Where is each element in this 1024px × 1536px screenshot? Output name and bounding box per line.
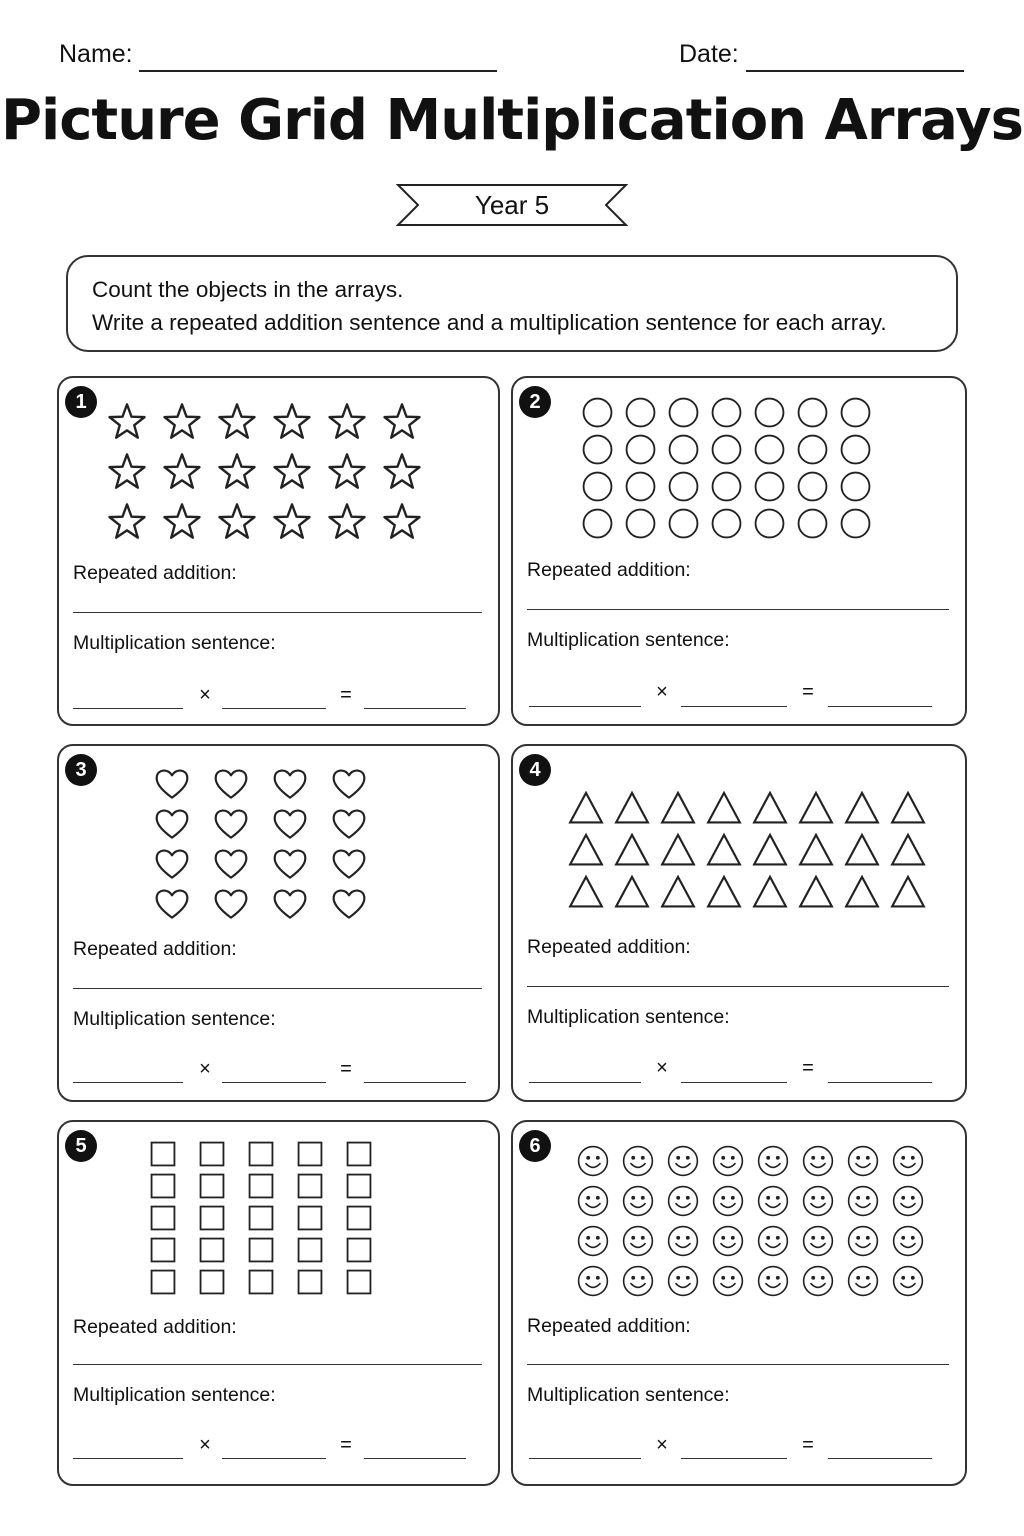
instruction-line-1: Count the objects in the arrays. (92, 277, 404, 302)
product-blank[interactable] (364, 1082, 466, 1083)
smiley-icon (847, 1145, 879, 1182)
circle-icon (711, 397, 742, 433)
triangle-icon (614, 832, 650, 873)
circle-icon (711, 508, 742, 544)
factor-1-blank[interactable] (73, 1082, 183, 1083)
star-icon (272, 452, 312, 497)
smiley-icon (577, 1225, 609, 1262)
star-icon (272, 402, 312, 447)
smiley-icon (712, 1225, 744, 1262)
star-icon (272, 502, 312, 547)
repeated-addition-answer-line[interactable] (527, 609, 949, 610)
smiley-icon (712, 1145, 744, 1182)
factor-2-blank[interactable] (222, 708, 326, 709)
problem-number-badge: 3 (65, 754, 97, 786)
star-icon (217, 402, 257, 447)
square-icon (297, 1173, 323, 1204)
times-sign: × (656, 1434, 668, 1456)
circle-icon (582, 434, 613, 470)
times-sign: × (199, 684, 211, 706)
equals-sign: = (802, 1057, 814, 1079)
heart-icon (154, 806, 190, 847)
square-icon (248, 1173, 274, 1204)
smiley-icon (802, 1185, 834, 1222)
heart-icon (213, 886, 249, 927)
problem-number-badge: 2 (519, 386, 551, 418)
triangle-icon (568, 790, 604, 831)
problem-number-badge: 6 (519, 1130, 551, 1162)
square-icon (199, 1141, 225, 1172)
problem-card-1 (57, 376, 500, 726)
heart-icon (213, 846, 249, 887)
factor-1-blank[interactable] (73, 1458, 183, 1459)
page-title: Picture Grid Multiplication Arrays (0, 88, 1023, 153)
square-icon (297, 1141, 323, 1172)
factor-1-blank[interactable] (529, 706, 641, 707)
smiley-icon (847, 1225, 879, 1262)
star-icon (327, 452, 367, 497)
star-icon (327, 502, 367, 547)
circle-icon (582, 471, 613, 507)
factor-1-blank[interactable] (529, 1082, 641, 1083)
multiplication-sentence-label: Multiplication sentence: (527, 1006, 730, 1028)
smiley-icon (757, 1145, 789, 1182)
circle-icon (625, 471, 656, 507)
triangle-icon (890, 832, 926, 873)
star-icon (162, 452, 202, 497)
multiplication-sentence-label: Multiplication sentence: (73, 1008, 276, 1030)
product-blank[interactable] (828, 706, 932, 707)
smiley-icon (757, 1225, 789, 1262)
problem-card-6 (511, 1120, 967, 1486)
smiley-icon (847, 1185, 879, 1222)
times-sign: × (199, 1058, 211, 1080)
repeated-addition-label: Repeated addition: (73, 1316, 237, 1338)
smiley-icon (892, 1185, 924, 1222)
triangle-icon (752, 874, 788, 915)
smiley-icon (757, 1265, 789, 1302)
square-icon (199, 1269, 225, 1300)
star-icon (162, 502, 202, 547)
triangle-icon (660, 790, 696, 831)
smiley-icon (667, 1225, 699, 1262)
circle-icon (840, 508, 871, 544)
smiley-icon (577, 1265, 609, 1302)
factor-1-blank[interactable] (73, 708, 183, 709)
square-icon (150, 1269, 176, 1300)
square-icon (346, 1205, 372, 1236)
square-icon (199, 1237, 225, 1268)
star-icon (107, 502, 147, 547)
triangle-icon (568, 874, 604, 915)
problem-number-badge: 5 (65, 1130, 97, 1162)
date-blank[interactable] (746, 70, 964, 72)
square-icon (150, 1141, 176, 1172)
star-icon (107, 452, 147, 497)
factor-1-blank[interactable] (529, 1458, 641, 1459)
instruction-line-2: Write a repeated addition sentence and a multiplication sentence for each array. (92, 310, 887, 335)
name-blank[interactable] (139, 70, 497, 72)
circle-icon (840, 434, 871, 470)
repeated-addition-answer-line[interactable] (527, 986, 949, 987)
triangle-icon (614, 874, 650, 915)
smiley-icon (622, 1185, 654, 1222)
circle-icon (840, 397, 871, 433)
star-icon (327, 402, 367, 447)
smiley-icon (802, 1225, 834, 1262)
multiplication-sentence-label: Multiplication sentence: (73, 632, 276, 654)
smiley-icon (622, 1225, 654, 1262)
repeated-addition-answer-line[interactable] (527, 1364, 949, 1365)
triangle-icon (706, 832, 742, 873)
triangle-icon (890, 790, 926, 831)
times-sign: × (199, 1434, 211, 1456)
equals-sign: = (340, 684, 352, 706)
triangle-icon (844, 790, 880, 831)
name-label: Name: (59, 40, 133, 68)
square-icon (297, 1269, 323, 1300)
smiley-icon (622, 1265, 654, 1302)
star-icon (217, 502, 257, 547)
problem-card-5 (57, 1120, 500, 1486)
square-icon (150, 1237, 176, 1268)
square-icon (150, 1173, 176, 1204)
star-icon (382, 502, 422, 547)
triangle-icon (798, 790, 834, 831)
circle-icon (625, 397, 656, 433)
smiley-icon (847, 1265, 879, 1302)
square-icon (150, 1205, 176, 1236)
circle-icon (754, 397, 785, 433)
grade-ribbon (396, 183, 628, 227)
circle-icon (668, 397, 699, 433)
smiley-icon (892, 1145, 924, 1182)
square-icon (346, 1173, 372, 1204)
star-icon (382, 452, 422, 497)
multiplication-sentence-label: Multiplication sentence: (527, 629, 730, 651)
multiplication-sentence-label: Multiplication sentence: (73, 1384, 276, 1406)
heart-icon (272, 806, 308, 847)
square-icon (248, 1237, 274, 1268)
product-blank[interactable] (828, 1082, 932, 1083)
problem-number-badge: 4 (519, 754, 551, 786)
circle-icon (625, 434, 656, 470)
square-icon (248, 1269, 274, 1300)
factor-2-blank[interactable] (681, 1458, 787, 1459)
heart-icon (272, 846, 308, 887)
triangle-icon (568, 832, 604, 873)
circle-icon (754, 508, 785, 544)
repeated-addition-answer-line[interactable] (73, 988, 482, 989)
square-icon (297, 1237, 323, 1268)
circle-icon (668, 508, 699, 544)
square-icon (248, 1205, 274, 1236)
square-icon (199, 1173, 225, 1204)
square-icon (248, 1141, 274, 1172)
grade-label: Year 5 (474, 190, 550, 220)
square-icon (346, 1237, 372, 1268)
heart-icon (213, 806, 249, 847)
smiley-icon (712, 1185, 744, 1222)
equals-sign: = (340, 1058, 352, 1080)
heart-icon (213, 766, 249, 807)
equals-sign: = (802, 1434, 814, 1456)
heart-icon (331, 766, 367, 807)
circle-icon (711, 471, 742, 507)
triangle-icon (752, 832, 788, 873)
product-blank[interactable] (364, 1458, 466, 1459)
circle-icon (668, 471, 699, 507)
triangle-icon (844, 832, 880, 873)
smiley-icon (667, 1145, 699, 1182)
factor-2-blank[interactable] (222, 1458, 326, 1459)
star-icon (107, 402, 147, 447)
star-icon (217, 452, 257, 497)
problem-card-2 (511, 376, 967, 726)
times-sign: × (656, 681, 668, 703)
heart-icon (154, 886, 190, 927)
factor-2-blank[interactable] (681, 1082, 787, 1083)
smiley-icon (757, 1185, 789, 1222)
triangle-icon (614, 790, 650, 831)
heart-icon (272, 766, 308, 807)
repeated-addition-answer-line[interactable] (73, 1364, 482, 1365)
circle-icon (625, 508, 656, 544)
smiley-icon (622, 1145, 654, 1182)
triangle-icon (798, 874, 834, 915)
equals-sign: = (802, 681, 814, 703)
repeated-addition-answer-line[interactable] (73, 612, 482, 613)
repeated-addition-label: Repeated addition: (73, 938, 237, 960)
multiplication-sentence-label: Multiplication sentence: (527, 1384, 730, 1406)
heart-icon (331, 846, 367, 887)
star-icon (382, 402, 422, 447)
problem-card-3 (57, 744, 500, 1102)
problem-number-badge: 1 (65, 386, 97, 418)
problem-card-4 (511, 744, 967, 1102)
triangle-icon (752, 790, 788, 831)
factor-2-blank[interactable] (222, 1082, 326, 1083)
circle-icon (582, 397, 613, 433)
smiley-icon (577, 1185, 609, 1222)
heart-icon (331, 806, 367, 847)
smiley-icon (802, 1145, 834, 1182)
repeated-addition-label: Repeated addition: (527, 936, 691, 958)
triangle-icon (798, 832, 834, 873)
triangle-icon (660, 832, 696, 873)
circle-icon (754, 471, 785, 507)
triangle-icon (844, 874, 880, 915)
triangle-icon (660, 874, 696, 915)
times-sign: × (656, 1057, 668, 1079)
repeated-addition-label: Repeated addition: (527, 1315, 691, 1337)
smiley-icon (892, 1265, 924, 1302)
circle-icon (797, 434, 828, 470)
circle-icon (754, 434, 785, 470)
heart-icon (154, 766, 190, 807)
square-icon (199, 1205, 225, 1236)
circle-icon (797, 397, 828, 433)
square-icon (346, 1269, 372, 1300)
circle-icon (711, 434, 742, 470)
heart-icon (154, 846, 190, 887)
triangle-icon (706, 790, 742, 831)
factor-2-blank[interactable] (681, 706, 787, 707)
repeated-addition-label: Repeated addition: (527, 559, 691, 581)
square-icon (297, 1205, 323, 1236)
smiley-icon (667, 1185, 699, 1222)
date-label: Date: (679, 40, 739, 68)
product-blank[interactable] (828, 1458, 932, 1459)
circle-icon (668, 434, 699, 470)
product-blank[interactable] (364, 708, 466, 709)
circle-icon (797, 508, 828, 544)
triangle-icon (706, 874, 742, 915)
smiley-icon (577, 1145, 609, 1182)
smiley-icon (712, 1265, 744, 1302)
instructions-box (66, 255, 958, 352)
repeated-addition-label: Repeated addition: (73, 562, 237, 584)
triangle-icon (890, 874, 926, 915)
circle-icon (840, 471, 871, 507)
heart-icon (272, 886, 308, 927)
smiley-icon (802, 1265, 834, 1302)
smiley-icon (892, 1225, 924, 1262)
smiley-icon (667, 1265, 699, 1302)
circle-icon (582, 508, 613, 544)
heart-icon (331, 886, 367, 927)
square-icon (346, 1141, 372, 1172)
circle-icon (797, 471, 828, 507)
star-icon (162, 402, 202, 447)
equals-sign: = (340, 1434, 352, 1456)
